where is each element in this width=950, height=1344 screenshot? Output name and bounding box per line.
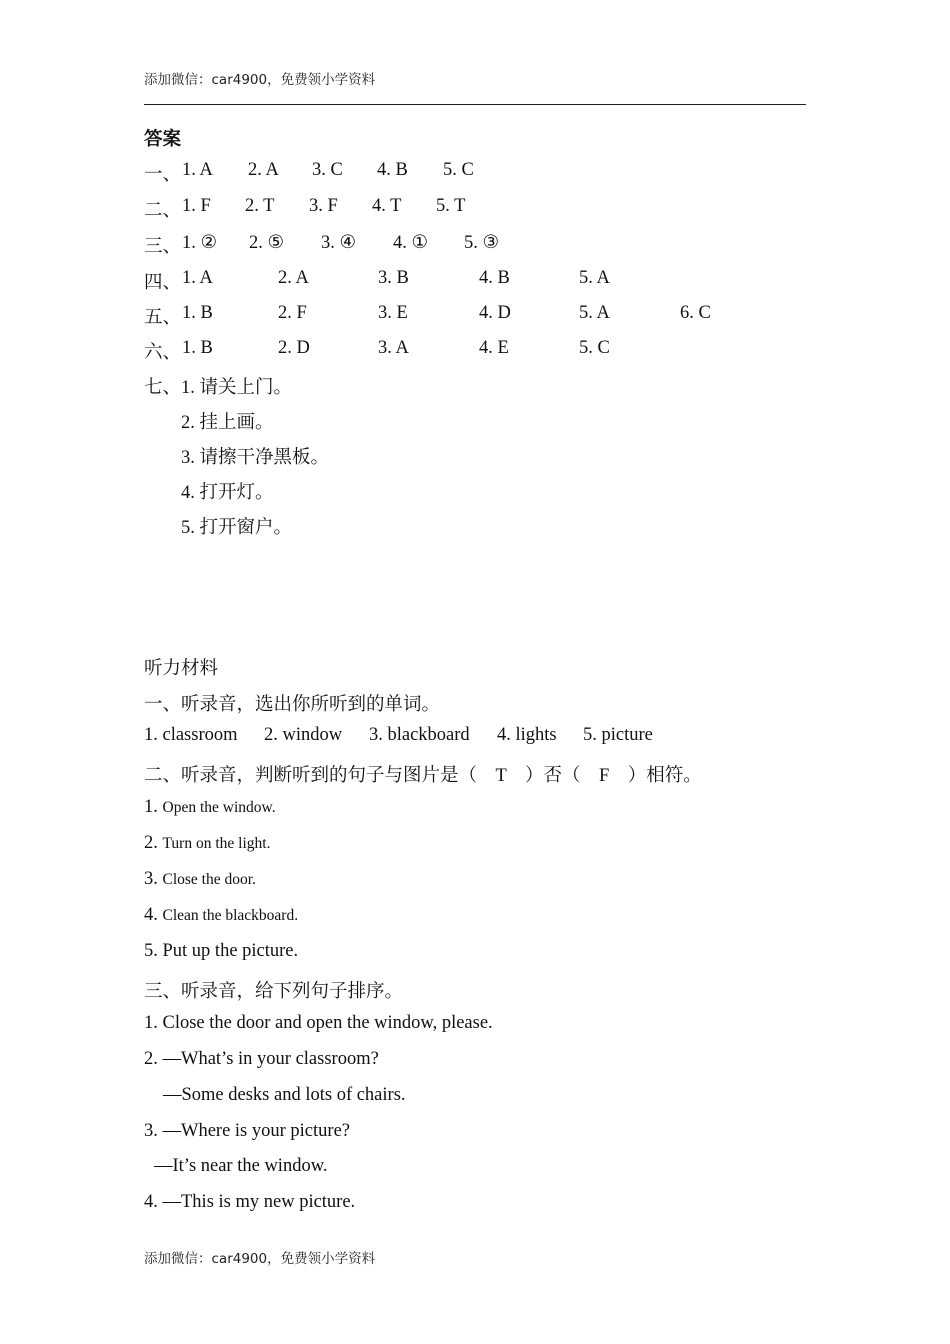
answer-row-5 <box>144 303 711 329</box>
page-header: 添加微信：car4900，免费领小学资料 <box>144 72 376 88</box>
row-prefix: 七、 <box>144 378 182 398</box>
answer-item: 3. E <box>378 303 408 323</box>
row-prefix: 五、 <box>144 308 182 328</box>
answer-item: 5. C <box>443 160 474 180</box>
answer-item: 3. ④ <box>321 233 357 253</box>
part3-line: 4. —This is my new picture. <box>144 1192 356 1212</box>
answer-row-2 <box>144 196 466 222</box>
answer-item: 4. E <box>479 338 509 358</box>
row-prefix: 三、 <box>144 237 182 257</box>
word-item: 3. blackboard <box>369 725 470 745</box>
answer-row-6 <box>144 338 610 364</box>
part1-title: 一、听录音，选出你所听到的单词。 <box>144 695 441 715</box>
word-item: 2. window <box>264 725 343 745</box>
translation-item: 2. 挂上画。 <box>181 413 274 433</box>
header-divider <box>144 104 806 105</box>
answer-item: 4. B <box>479 268 510 288</box>
item-number: 3. <box>144 869 158 889</box>
part2-item <box>144 941 298 962</box>
answer-item: 1. F <box>182 196 211 216</box>
row-prefix: 一、 <box>144 165 182 185</box>
item-text: Close the door. <box>162 871 256 888</box>
row-prefix: 四、 <box>144 273 182 293</box>
answer-item: 1. A <box>182 268 213 288</box>
part3-line: 1. Close the door and open the window, please. <box>144 1013 493 1033</box>
listening-title: 听力材料 <box>144 659 219 679</box>
item-number: 2. <box>144 833 158 853</box>
part3-line: 2. —What’s in your classroom? <box>144 1049 379 1069</box>
answer-row-1 <box>144 160 474 186</box>
item-text: Clean the blackboard. <box>162 907 299 924</box>
item-text: Open the window. <box>162 799 276 816</box>
page-footer: 添加微信：car4900，免费领小学资料 <box>144 1251 376 1267</box>
answer-item: 5. A <box>579 268 610 288</box>
part2-item <box>144 905 298 926</box>
answer-item: 4. D <box>479 303 511 323</box>
item-text: Put up the picture. <box>162 941 299 961</box>
answer-item: 1. ② <box>182 233 218 253</box>
answer-item: 5. A <box>579 303 610 323</box>
answer-row-3 <box>144 232 500 258</box>
answer-item: 5. C <box>579 338 610 358</box>
answer-item: 2. A <box>248 160 279 180</box>
answer-item: 3. B <box>378 268 409 288</box>
answer-item: 2. ⑤ <box>249 233 285 253</box>
answer-item: 2. D <box>278 338 310 358</box>
answer-item: 4. T <box>372 196 402 216</box>
word-item: 5. picture <box>583 725 653 745</box>
part3-line: —Some desks and lots of chairs. <box>163 1085 406 1105</box>
word-item: 1. classroom <box>144 725 238 745</box>
answer-item: 3. F <box>309 196 338 216</box>
part3-title: 三、听录音，给下列句子排序。 <box>144 982 404 1002</box>
answer-item: 1. B <box>182 338 213 358</box>
answer-row-7 <box>144 373 292 399</box>
part3-line: 3. —Where is your picture? <box>144 1121 350 1141</box>
answer-item: 3. C <box>312 160 343 180</box>
answer-item: 2. F <box>278 303 307 323</box>
part2-item <box>144 797 276 818</box>
part3-line: —It’s near the window. <box>154 1156 328 1176</box>
answer-item: 2. T <box>245 196 275 216</box>
translation-item: 4. 打开灯。 <box>181 483 274 503</box>
answer-item: 6. C <box>680 303 711 323</box>
translation-item: 1. 请关上门。 <box>181 378 293 398</box>
answer-item: 5. T <box>436 196 466 216</box>
part2-item <box>144 869 256 890</box>
item-text: Turn on the light. <box>162 835 271 852</box>
part2-title: 二、听录音，判断听到的句子与图片是（ T ）否（ F ）相符。 <box>144 766 702 786</box>
row-prefix: 六、 <box>144 343 182 363</box>
answer-item: 5. ③ <box>464 233 500 253</box>
answer-item: 4. ① <box>393 233 429 253</box>
answer-item: 1. A <box>182 160 213 180</box>
part2-item <box>144 833 270 854</box>
item-number: 1. <box>144 797 158 817</box>
item-number: 4. <box>144 905 158 925</box>
answers-title: 答案 <box>144 130 182 150</box>
item-number: 5. <box>144 941 158 961</box>
word-item: 4. lights <box>497 725 557 745</box>
answer-item: 4. B <box>377 160 408 180</box>
translation-item: 3. 请擦干净黑板。 <box>181 448 330 468</box>
row-prefix: 二、 <box>144 201 182 221</box>
answer-item: 2. A <box>278 268 309 288</box>
translation-item: 5. 打开窗户。 <box>181 518 293 538</box>
answer-row-4 <box>144 268 610 294</box>
answer-item: 3. A <box>378 338 409 358</box>
answer-item: 1. B <box>182 303 213 323</box>
